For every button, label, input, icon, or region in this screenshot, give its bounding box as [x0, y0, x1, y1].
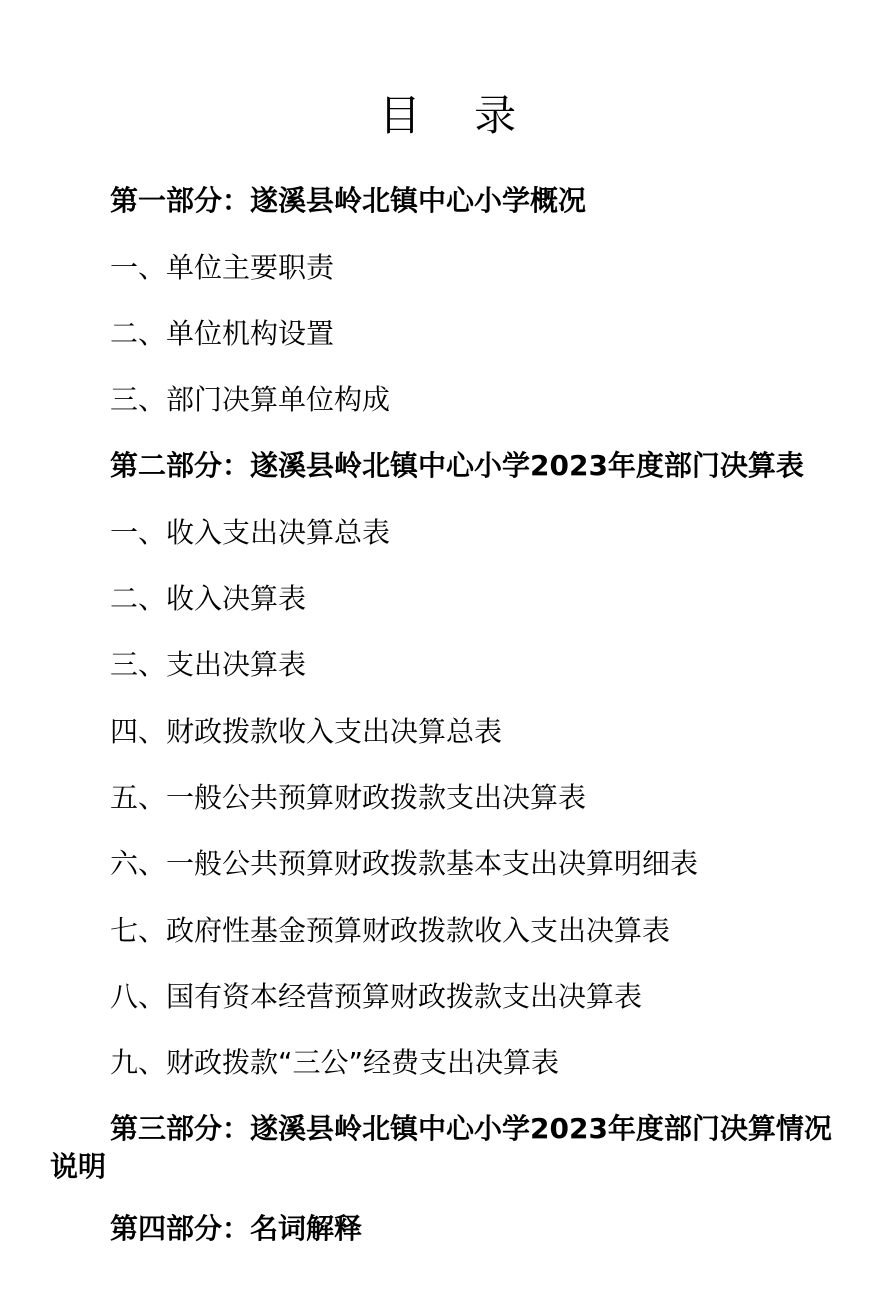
toc-part-4: 第四部分：名词解释: [110, 1212, 363, 1245]
toc-item-2-6: 六、一般公共预算财政拨款基本支出决算明细表: [110, 847, 699, 880]
toc-title: 目 录: [378, 91, 537, 140]
toc-item-2-3: 三、支出决算表: [110, 648, 307, 681]
toc-part-2: 第二部分：遂溪县岭北镇中心小学2023年度部门决算表: [110, 449, 804, 482]
toc-item-2-7: 七、政府性基金预算财政拨款收入支出决算表: [110, 914, 671, 947]
toc-item-2-5: 五、一般公共预算财政拨款支出决算表: [110, 781, 587, 814]
toc-item-1-3: 三、部门决算单位构成: [110, 383, 391, 416]
toc-part-1: 第一部分：遂溪县岭北镇中心小学概况: [110, 184, 587, 217]
toc-part-3: 第三部分：遂溪县岭北镇中心小学2023年度部门决算情况说明: [50, 1112, 832, 1183]
toc-item-1-2: 二、单位机构设置: [110, 317, 335, 350]
toc-item-2-9: 九、财政拨款“三公”经费支出决算表: [110, 1046, 560, 1079]
toc-item-2-8: 八、国有资本经营预算财政拨款支出决算表: [110, 980, 643, 1013]
toc-item-1-1: 一、单位主要职责: [110, 251, 335, 284]
toc-item-2-1: 一、收入支出决算总表: [110, 516, 391, 549]
toc-item-2-4: 四、财政拨款收入支出决算总表: [110, 715, 503, 748]
toc-item-2-2: 二、收入决算表: [110, 582, 307, 615]
